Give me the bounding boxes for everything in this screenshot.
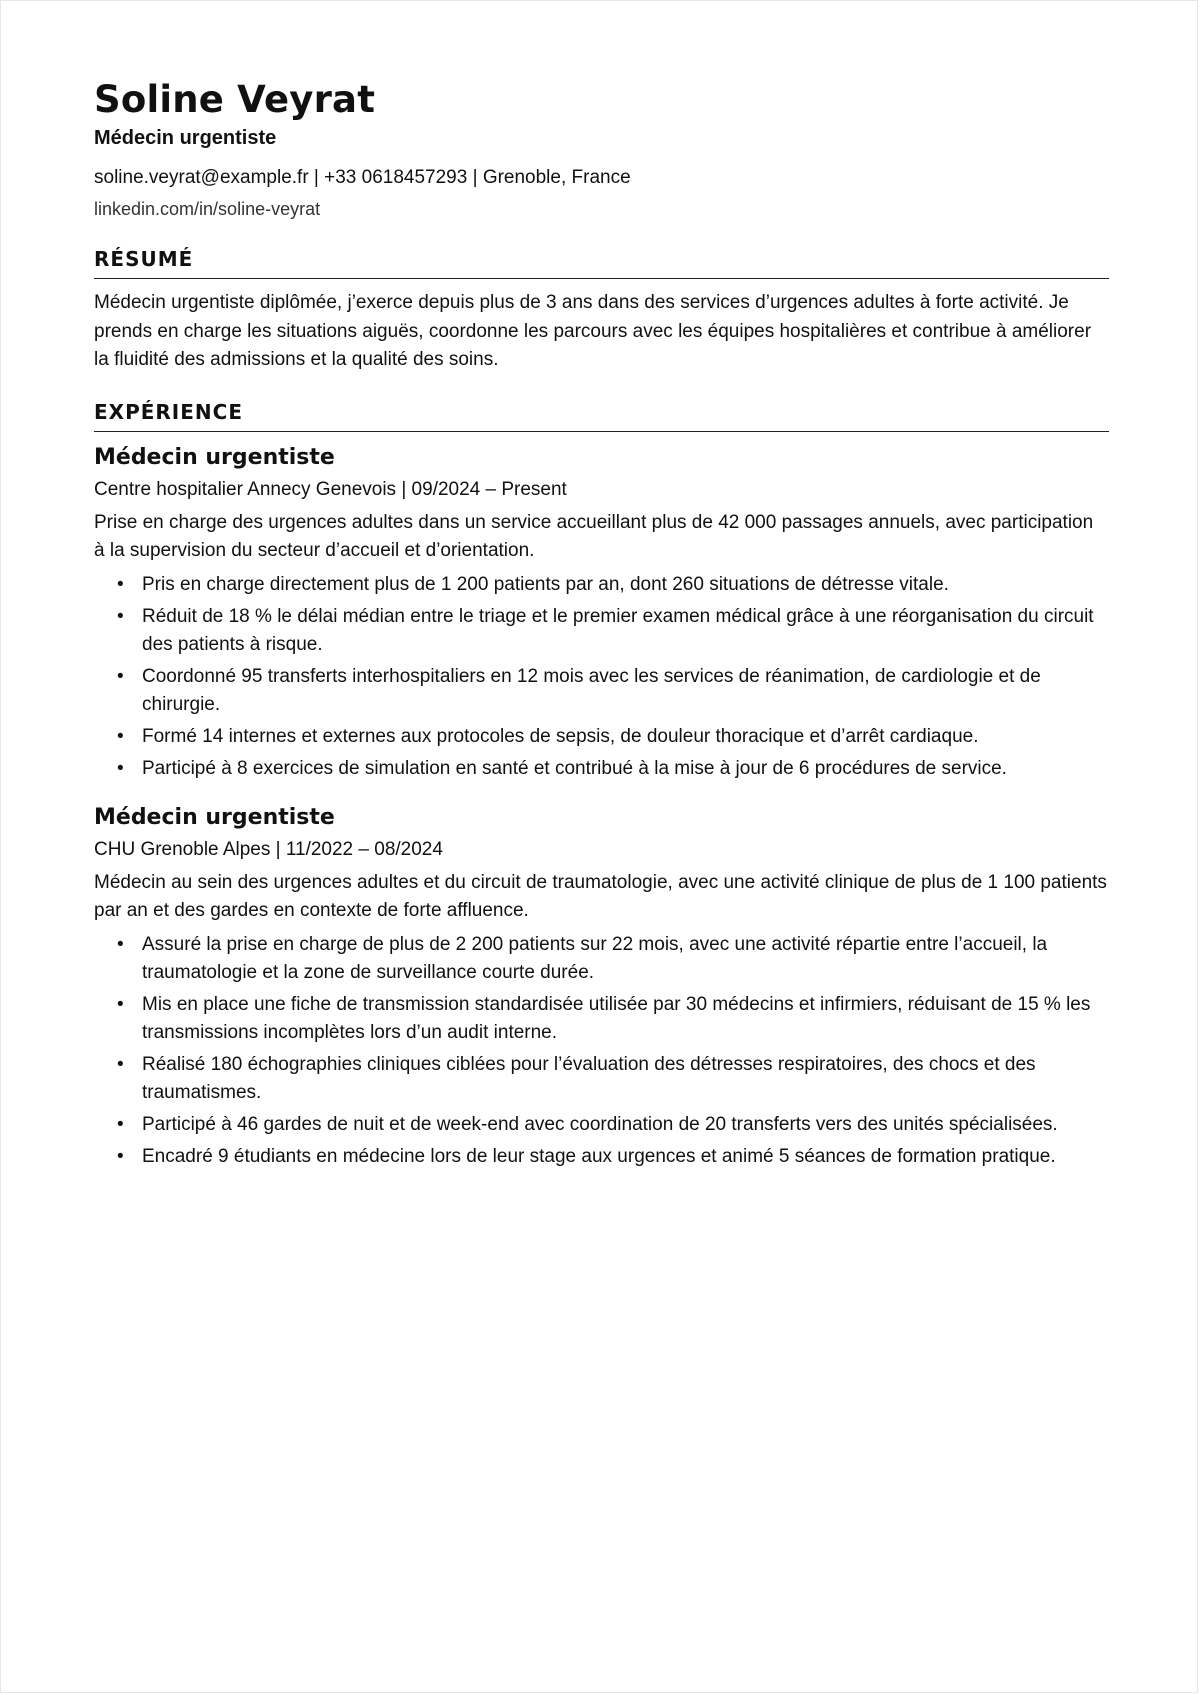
bullet-icon: • (117, 573, 124, 595)
bullet-icon: • (117, 1145, 124, 1167)
job-employer-dates: Centre hospitalier Annecy Genevois | 09/2024 – Present (94, 478, 567, 500)
achievement-item (94, 663, 1109, 719)
job-description: Prise en charge des urgences adultes dans un service accueillant plus de 42 000 passages annuels, avec participation à la supervision du secteur d’accueil et d’orientation. (94, 511, 1094, 561)
job-achievements (94, 571, 1109, 783)
achievement-item (94, 931, 1109, 987)
achievement-text: Pris en charge directement plus de 1 200 patients par an, dont 260 situations de détresse vitale. (142, 573, 949, 595)
bullet-icon: • (117, 933, 124, 955)
achievement-item (94, 1143, 1109, 1171)
bullet-icon: • (117, 665, 124, 687)
bullet-icon: • (117, 993, 124, 1015)
job-title: Médecin urgentiste (94, 444, 335, 470)
job-description: Médecin au sein des urgences adultes et du circuit de traumatologie, avec une activité clinique de plus de 1 100 patients par an et des gardes en contexte de forte affluence. (94, 871, 1107, 921)
achievement-item (94, 723, 1109, 751)
job-title: Médecin urgentiste (94, 804, 335, 830)
achievement-text: Réduit de 18 % le délai médian entre le triage et le premier examen médical grâce à une réorganisation du circuit des patients à risque. (142, 605, 1094, 655)
bullet-icon: • (117, 1053, 124, 1075)
summary-section (94, 247, 1109, 375)
achievement-text: Formé 14 internes et externes aux protocoles de sepsis, de douleur thoracique et d’arrêt cardiaque. (142, 725, 979, 747)
achievement-item (94, 571, 1109, 599)
achievement-text: Réalisé 180 échographies cliniques ciblées pour l’évaluation des détresses respiratoires, des chocs et des traumatismes. (142, 1053, 1036, 1103)
achievement-text: Mis en place une fiche de transmission standardisée utilisée par 30 médecins et infirmiers, réduisant de 15 % les transmissions incomplètes lors d’un audit interne. (142, 993, 1091, 1043)
bullet-icon: • (117, 725, 124, 747)
job-achievements (94, 931, 1109, 1171)
section-title-summary: RÉSUMÉ (94, 247, 1109, 279)
contact-line: soline.veyrat@example.fr | +33 0618457293 | Grenoble, France (94, 167, 631, 188)
achievement-text: Coordonné 95 transferts interhospitaliers en 12 mois avec les services de réanimation, de cardiologie et de chirurgie. (142, 665, 1041, 715)
achievement-item (94, 755, 1109, 783)
achievement-text: Participé à 8 exercices de simulation en santé et contribué à la mise à jour de 6 procédures de service. (142, 757, 1007, 779)
experience-entry (94, 803, 1109, 1171)
achievement-text: Participé à 46 gardes de nuit et de week-end avec coordination de 20 transferts vers des unités spécialisées. (142, 1113, 1058, 1135)
resume-content (94, 77, 1109, 1175)
summary-text: Médecin urgentiste diplômée, j’exerce depuis plus de 3 ans dans des services d’urgences adultes à forte activité. Je prends en charge les situations aiguës, coordonne les parcours avec les équipes hospitalières et contribue à améliorer la fluidité des admissions et la qualité des soins. (94, 292, 1092, 370)
candidate-name: Soline Veyrat (94, 78, 376, 121)
section-title-experience: EXPÉRIENCE (94, 400, 1109, 432)
achievement-item (94, 1111, 1109, 1139)
experience-entry (94, 443, 1109, 783)
achievement-text: Assuré la prise en charge de plus de 2 200 patients sur 22 mois, avec une activité répartie entre l’accueil, la traumatologie et la zone de surveillance courte durée. (142, 933, 1048, 983)
bullet-icon: • (117, 605, 124, 627)
achievement-item (94, 991, 1109, 1047)
achievement-text: Encadré 9 étudiants en médecine lors de leur stage aux urgences et animé 5 séances de formation pratique. (142, 1145, 1056, 1167)
achievement-item (94, 603, 1109, 659)
linkedin-link[interactable]: linkedin.com/in/soline-veyrat (94, 199, 321, 219)
resume-header (94, 77, 1109, 221)
job-employer-dates: CHU Grenoble Alpes | 11/2022 – 08/2024 (94, 838, 443, 860)
achievement-item (94, 1051, 1109, 1107)
bullet-icon: • (117, 1113, 124, 1135)
bullet-icon: • (117, 757, 124, 779)
candidate-headline: Médecin urgentiste (94, 127, 277, 149)
experience-section (94, 400, 1109, 1171)
